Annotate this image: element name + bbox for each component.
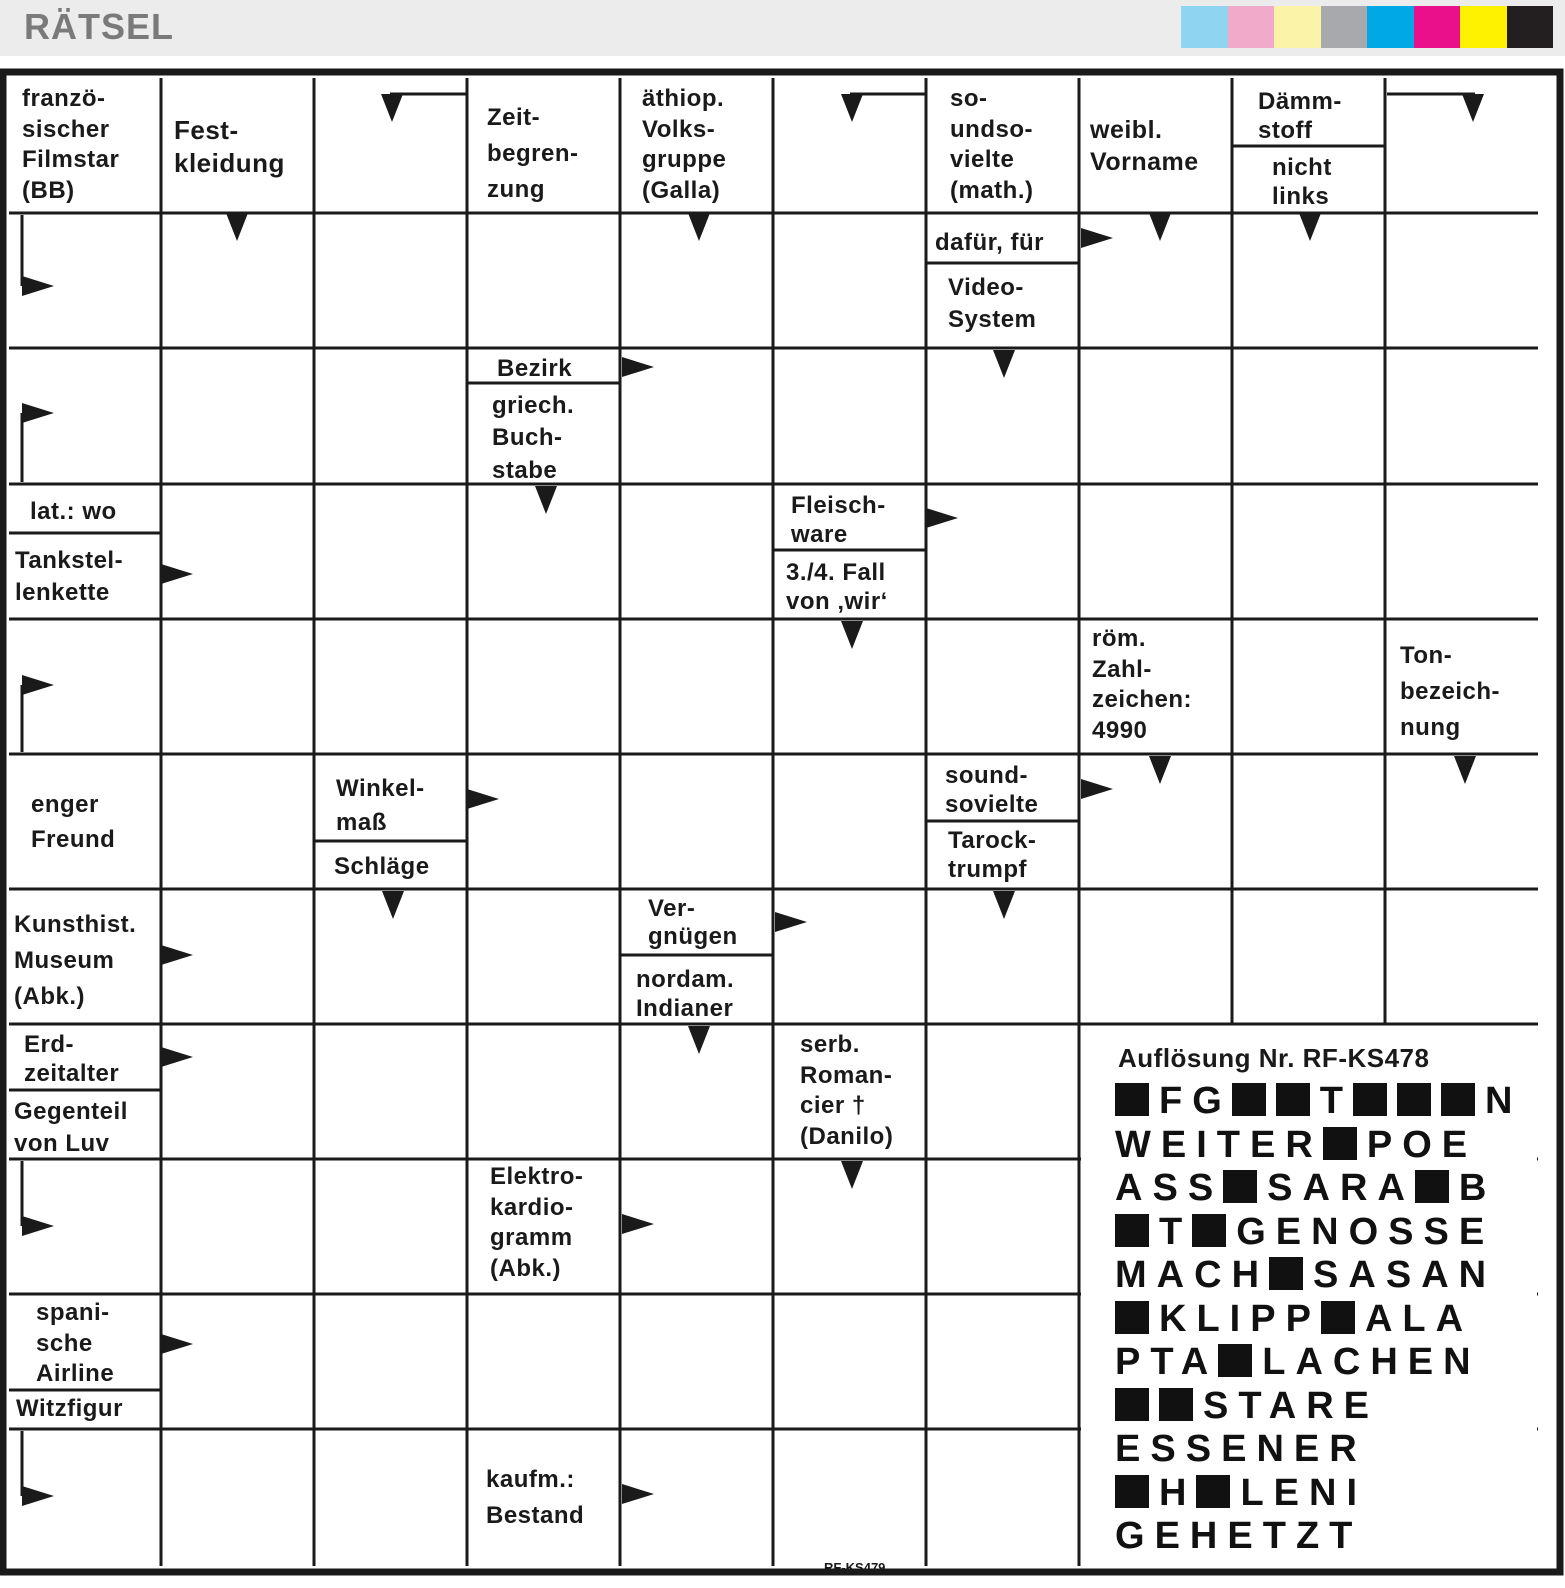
solution-row [1115, 1385, 1379, 1427]
solution-letter: S [1385, 1254, 1422, 1296]
clue-line: (Danilo) [800, 1123, 894, 1151]
clue-line: vielte [950, 146, 1015, 174]
clue-line: kaufm.: [486, 1466, 575, 1493]
clue-line: Museum [14, 947, 115, 974]
solution-letter: P [1250, 1297, 1286, 1340]
solution-letter: G [1115, 1515, 1155, 1557]
clue-line: Elektro- [490, 1163, 584, 1190]
solution-letter: F [1159, 1080, 1193, 1122]
clue-line: weibl. [1090, 116, 1163, 144]
clue-line: (math.) [950, 177, 1034, 205]
clue-line: Video- [948, 274, 1024, 301]
clue-line: serb. [800, 1031, 860, 1058]
arrow-right-icon [22, 1486, 54, 1506]
solution-letter: M [1115, 1254, 1157, 1296]
clue-bezirk [497, 354, 572, 385]
clue-line: gnügen [648, 922, 738, 950]
solution-letter: O [1348, 1210, 1389, 1253]
solution-letter: A [1348, 1254, 1386, 1296]
solution-letter: W [1115, 1123, 1161, 1166]
solution-letter: A [1302, 1167, 1340, 1209]
solution-letter: E [1227, 1515, 1263, 1557]
puzzle-code: RF-KS479 [824, 1560, 886, 1575]
clue-line: zeichen: [1092, 686, 1193, 714]
arrow-right-icon [161, 1334, 193, 1354]
arrow-right-icon [22, 675, 54, 695]
clue-line: Bestand [486, 1502, 585, 1529]
clue-line: stabe [492, 456, 558, 484]
clue-line: maß [336, 808, 387, 836]
solution-letter: L [1262, 1341, 1296, 1383]
arrow-right-icon [622, 1484, 654, 1504]
solution-letter: N [1485, 1080, 1523, 1122]
clue-line: Freund [31, 825, 116, 853]
arrow-right-icon [467, 789, 499, 809]
solution-letter: A [1377, 1167, 1415, 1209]
solution-row [1115, 1341, 1481, 1383]
arrow-right-icon [622, 357, 654, 377]
clue-festkleidung [174, 114, 285, 181]
clue-line: 3./4. Fall [786, 559, 886, 586]
clue-line: (Abk.) [490, 1255, 561, 1283]
arrow-right-icon [161, 564, 193, 584]
solution-letter: N [1443, 1341, 1481, 1383]
clue-line: (Galla) [642, 177, 721, 205]
arrow-down-icon [688, 213, 710, 241]
solution-black-square [1232, 1083, 1266, 1116]
clue-line: ware [791, 520, 848, 548]
arrow-right-icon [1081, 228, 1113, 248]
solution-letter: S [1423, 1210, 1459, 1253]
solution-letter: R [1329, 1428, 1367, 1470]
solution-letter: K [1159, 1297, 1197, 1340]
arrow-right-icon [926, 508, 958, 528]
solution-letter: A [1421, 1254, 1459, 1296]
solution-letter: I [1346, 1471, 1368, 1514]
solution-letter: S [1187, 1167, 1224, 1209]
arrow-down-icon [993, 350, 1015, 378]
clue-line: (Abk.) [14, 983, 85, 1010]
clue-aethiop-volksgruppe [642, 84, 726, 207]
solution-black-square [1159, 1388, 1193, 1421]
clue-schlaege [334, 852, 430, 883]
clue-line: System [948, 306, 1037, 334]
arrow-down-icon [993, 891, 1015, 919]
solution-black-square [1223, 1170, 1257, 1203]
clue-line: bezeich- [1400, 678, 1501, 705]
clue-daemmstoff [1258, 88, 1342, 146]
clue-line: Filmstar [22, 146, 120, 174]
solution-letter: R [1285, 1123, 1323, 1166]
clue-line: zeitalter [24, 1059, 120, 1087]
solution-letter: T [1319, 1080, 1353, 1122]
solution-row [1115, 1472, 1367, 1514]
solution-letter: N [1458, 1254, 1497, 1296]
arrow-right-icon [622, 1214, 654, 1234]
solution-letter: E [1293, 1428, 1330, 1470]
solution-letter: E [1275, 1210, 1312, 1253]
solution-letter: L [1196, 1297, 1230, 1340]
solution-black-square [1115, 1083, 1149, 1116]
clue-roem-zahlzeichen [1092, 624, 1192, 747]
solution-letter: E [1273, 1471, 1310, 1514]
solution-black-square [1276, 1083, 1310, 1116]
solution-letter: L [1402, 1297, 1436, 1340]
clue-line: sound- [945, 762, 1028, 789]
clue-line: (BB) [22, 177, 75, 205]
clue-line: Schläge [334, 853, 430, 880]
clue-nicht-links [1272, 154, 1332, 212]
clue-line: Tarock- [948, 827, 1037, 854]
clue-franzoesischer-filmstar [22, 84, 119, 207]
solution-letter: B [1458, 1167, 1497, 1209]
clue-line: Zahl- [1092, 655, 1152, 683]
clue-line: Erd- [24, 1031, 74, 1058]
clue-kaufm-bestand [486, 1462, 584, 1534]
solution-black-square [1115, 1214, 1149, 1247]
solution-row [1115, 1167, 1496, 1209]
clue-griech-buchstabe [492, 390, 574, 487]
arrow-down-icon [1462, 94, 1484, 122]
solution-letter: H [1159, 1471, 1197, 1514]
solution-letter: H [1189, 1515, 1228, 1557]
solution-row [1115, 1298, 1473, 1340]
solution-black-square [1192, 1214, 1226, 1247]
solution-black-square [1196, 1475, 1230, 1508]
clue-erdzeitalter [24, 1031, 119, 1089]
solution-letter: A [1156, 1254, 1195, 1296]
solution-letter: S [1267, 1167, 1303, 1209]
solution-letter: P [1115, 1341, 1151, 1383]
solution-row [1115, 1254, 1496, 1296]
clue-line: kleidung [174, 148, 285, 179]
clue-fleischware [791, 492, 886, 550]
clue-winkelmass [336, 772, 425, 839]
solution-letter: E [1160, 1123, 1197, 1166]
arrow-down-icon [688, 1026, 710, 1054]
clue-line: Vorname [1090, 148, 1199, 176]
solution-title: Auflösung Nr. RF-KS478 [1118, 1043, 1430, 1073]
clue-kunsthist-museum [14, 907, 136, 1015]
clue-vergnuegen [648, 895, 738, 950]
clue-gegenteil-von-luv [14, 1096, 128, 1161]
clue-video-system [948, 272, 1036, 337]
clue-line: nordam. [636, 966, 735, 993]
clue-line: enger [31, 791, 99, 818]
clue-line: Fleisch- [791, 492, 886, 519]
clue-line: Indianer [636, 995, 734, 1023]
clue-enger-freund [31, 788, 115, 858]
clue-line: zung [487, 176, 545, 203]
solution-letter: S [1388, 1210, 1424, 1253]
clue-line: undso- [950, 115, 1033, 143]
clue-soundsovielte-math [950, 84, 1034, 207]
clue-soundsovielte [945, 762, 1038, 820]
solution-black-square [1115, 1388, 1149, 1421]
solution-letter: H [1370, 1341, 1408, 1383]
solution-letter: C [1332, 1341, 1371, 1383]
solution-letter: S [1152, 1167, 1188, 1209]
solution-black-square [1415, 1170, 1449, 1203]
solution-letter: N [1309, 1471, 1347, 1514]
clue-dafuer-fuer [935, 228, 1044, 259]
solution-black-square [1115, 1475, 1149, 1508]
clue-line: Dämm- [1258, 88, 1342, 115]
clue-line: lenkette [15, 579, 110, 607]
clue-line: Zeit- [487, 104, 541, 131]
solution-letter: E [1250, 1123, 1286, 1166]
clue-line: von Luv [14, 1130, 110, 1158]
arrow-down-icon [841, 621, 863, 649]
arrow-down-icon [1149, 756, 1171, 784]
solution-letter: A [1268, 1384, 1307, 1427]
clue-line: nicht [1272, 154, 1332, 181]
clue-line: nung [1400, 714, 1461, 741]
solution-letter: S [1313, 1254, 1349, 1296]
arrow-right-icon [161, 1047, 193, 1067]
solution-letter: G [1192, 1080, 1232, 1122]
arrow-right-icon [22, 1216, 54, 1236]
clue-line: kardio- [490, 1193, 574, 1221]
solution-letter: T [1238, 1384, 1269, 1427]
solution-letter: L [1240, 1471, 1274, 1514]
arrow-down-icon [841, 94, 863, 122]
clue-line: lat.: wo [30, 498, 117, 525]
solution-black-square [1115, 1301, 1149, 1334]
clue-line: stoff [1258, 116, 1313, 144]
clue-line: Witzfigur [16, 1395, 123, 1422]
clue-line: Fest- [174, 115, 239, 145]
clue-line: sche [36, 1329, 93, 1357]
clue-witzfigur [16, 1394, 123, 1425]
clue-line: Roman- [800, 1061, 893, 1089]
clue-line: Buch- [492, 424, 563, 452]
clue-weibl-vorname [1090, 114, 1199, 178]
solution-letter: N [1256, 1428, 1294, 1470]
solution-letter: S [1203, 1384, 1239, 1427]
clue-spanische-airline [36, 1298, 114, 1390]
solution-letter: E [1221, 1428, 1257, 1470]
clue-line: Ver- [648, 895, 696, 922]
solution-letter: E [1154, 1515, 1190, 1557]
solution-letter: T [1262, 1515, 1296, 1557]
solution-letter: C [1194, 1254, 1232, 1296]
solution-letter: G [1236, 1210, 1276, 1253]
solution-letter: R [1339, 1167, 1378, 1209]
arrow-down-icon [535, 486, 557, 514]
clue-line: Ton- [1400, 642, 1453, 669]
clue-line: gruppe [642, 146, 727, 174]
solution-letter: T [1150, 1341, 1181, 1383]
solution-black-square [1321, 1301, 1355, 1334]
clue-line: 4990 [1092, 717, 1148, 745]
solution-row [1115, 1211, 1494, 1253]
page-title: RÄTSEL [24, 6, 174, 47]
solution-black-square [1269, 1257, 1303, 1290]
arrow-down-icon [841, 1161, 863, 1189]
arrow-right-icon [1081, 779, 1113, 799]
clue-tonbezeichnung [1400, 638, 1500, 746]
clue-line: griech. [492, 392, 575, 419]
clue-fall-von-wir [786, 559, 888, 617]
clue-line: gramm [490, 1224, 573, 1252]
arrow-down-icon [1454, 756, 1476, 784]
clue-line: röm. [1092, 625, 1147, 652]
solution-black-square [1218, 1344, 1252, 1377]
clue-zeitbegrenzung [487, 100, 579, 208]
clue-line: spani- [36, 1299, 110, 1326]
solution-letter: E [1115, 1428, 1151, 1470]
clue-line: Bezirk [497, 355, 573, 382]
solution-black-square [1397, 1083, 1431, 1116]
solution-letter: E [1407, 1341, 1444, 1383]
arrow-down-icon [226, 213, 248, 241]
solution-letter: T [1329, 1515, 1363, 1557]
clue-nordam-indianer [636, 965, 734, 1024]
solution-letter: S [1185, 1428, 1222, 1470]
clue-line: sovielte [945, 790, 1039, 818]
clue-line: trumpf [948, 855, 1027, 883]
arrow-right-icon [22, 403, 54, 423]
clue-line: Winkel- [336, 775, 425, 802]
solution-letter: T [1216, 1123, 1251, 1166]
solution-letter: E [1458, 1210, 1495, 1253]
solution-row [1115, 1428, 1367, 1470]
arrow-down-icon [1149, 213, 1171, 241]
clue-line: äthiop. [642, 85, 725, 112]
clue-line: Volks- [642, 115, 716, 143]
solution-letter: N [1311, 1210, 1349, 1253]
clue-line: dafür, für [935, 229, 1045, 256]
solution-letter: H [1231, 1254, 1270, 1296]
arrow-down-icon [382, 891, 404, 919]
solution-black-square [1353, 1083, 1387, 1116]
solution-letter: O [1402, 1123, 1442, 1166]
arrow-right-icon [161, 945, 193, 965]
clue-tarocktrumpf [948, 827, 1036, 885]
clue-line: Gegenteil [14, 1098, 128, 1125]
solution-letter: S [1150, 1428, 1186, 1470]
solution-letter: A [1364, 1297, 1403, 1340]
solution-row [1115, 1080, 1522, 1122]
clue-line: Airline [36, 1360, 115, 1388]
solution-letter: A [1295, 1341, 1333, 1383]
solution-letter: A [1115, 1167, 1153, 1209]
solution-letter: P [1366, 1123, 1403, 1166]
clue-line: links [1272, 182, 1330, 210]
solution-letter: T [1159, 1210, 1193, 1253]
solution-letter: E [1441, 1123, 1478, 1166]
clue-serb-romancier [800, 1030, 893, 1153]
clue-line: cier † [800, 1092, 866, 1120]
solution-letter: I [1229, 1297, 1251, 1340]
solution-letter: A [1180, 1341, 1219, 1383]
clue-line: begren- [487, 140, 579, 167]
solution-letter: Z [1295, 1515, 1330, 1557]
solution-letter: P [1285, 1297, 1321, 1340]
clue-line: sischer [22, 115, 110, 143]
solution-row [1115, 1515, 1362, 1557]
solution-row [1115, 1124, 1477, 1166]
clue-line: Kunsthist. [14, 911, 137, 938]
clue-line: von ‚wir‘ [786, 587, 888, 615]
clue-line: franzö- [22, 85, 106, 112]
solution-letter: E [1343, 1384, 1380, 1427]
solution-black-square [1441, 1083, 1475, 1116]
clue-lat-wo [30, 497, 117, 528]
solution-letter: R [1306, 1384, 1344, 1427]
clue-line: Tankstel- [15, 547, 124, 574]
solution-letter: I [1196, 1123, 1217, 1166]
solution-black-square [1323, 1127, 1357, 1160]
arrow-down-icon [1299, 213, 1321, 241]
clue-tankstellenkette [15, 545, 123, 610]
clue-line: so- [950, 85, 988, 112]
clue-elektrokardiogramm [490, 1162, 583, 1285]
arrow-right-icon [22, 276, 54, 296]
solution-letter: A [1435, 1297, 1474, 1340]
arrow-right-icon [775, 912, 807, 932]
arrow-down-icon [381, 94, 403, 122]
